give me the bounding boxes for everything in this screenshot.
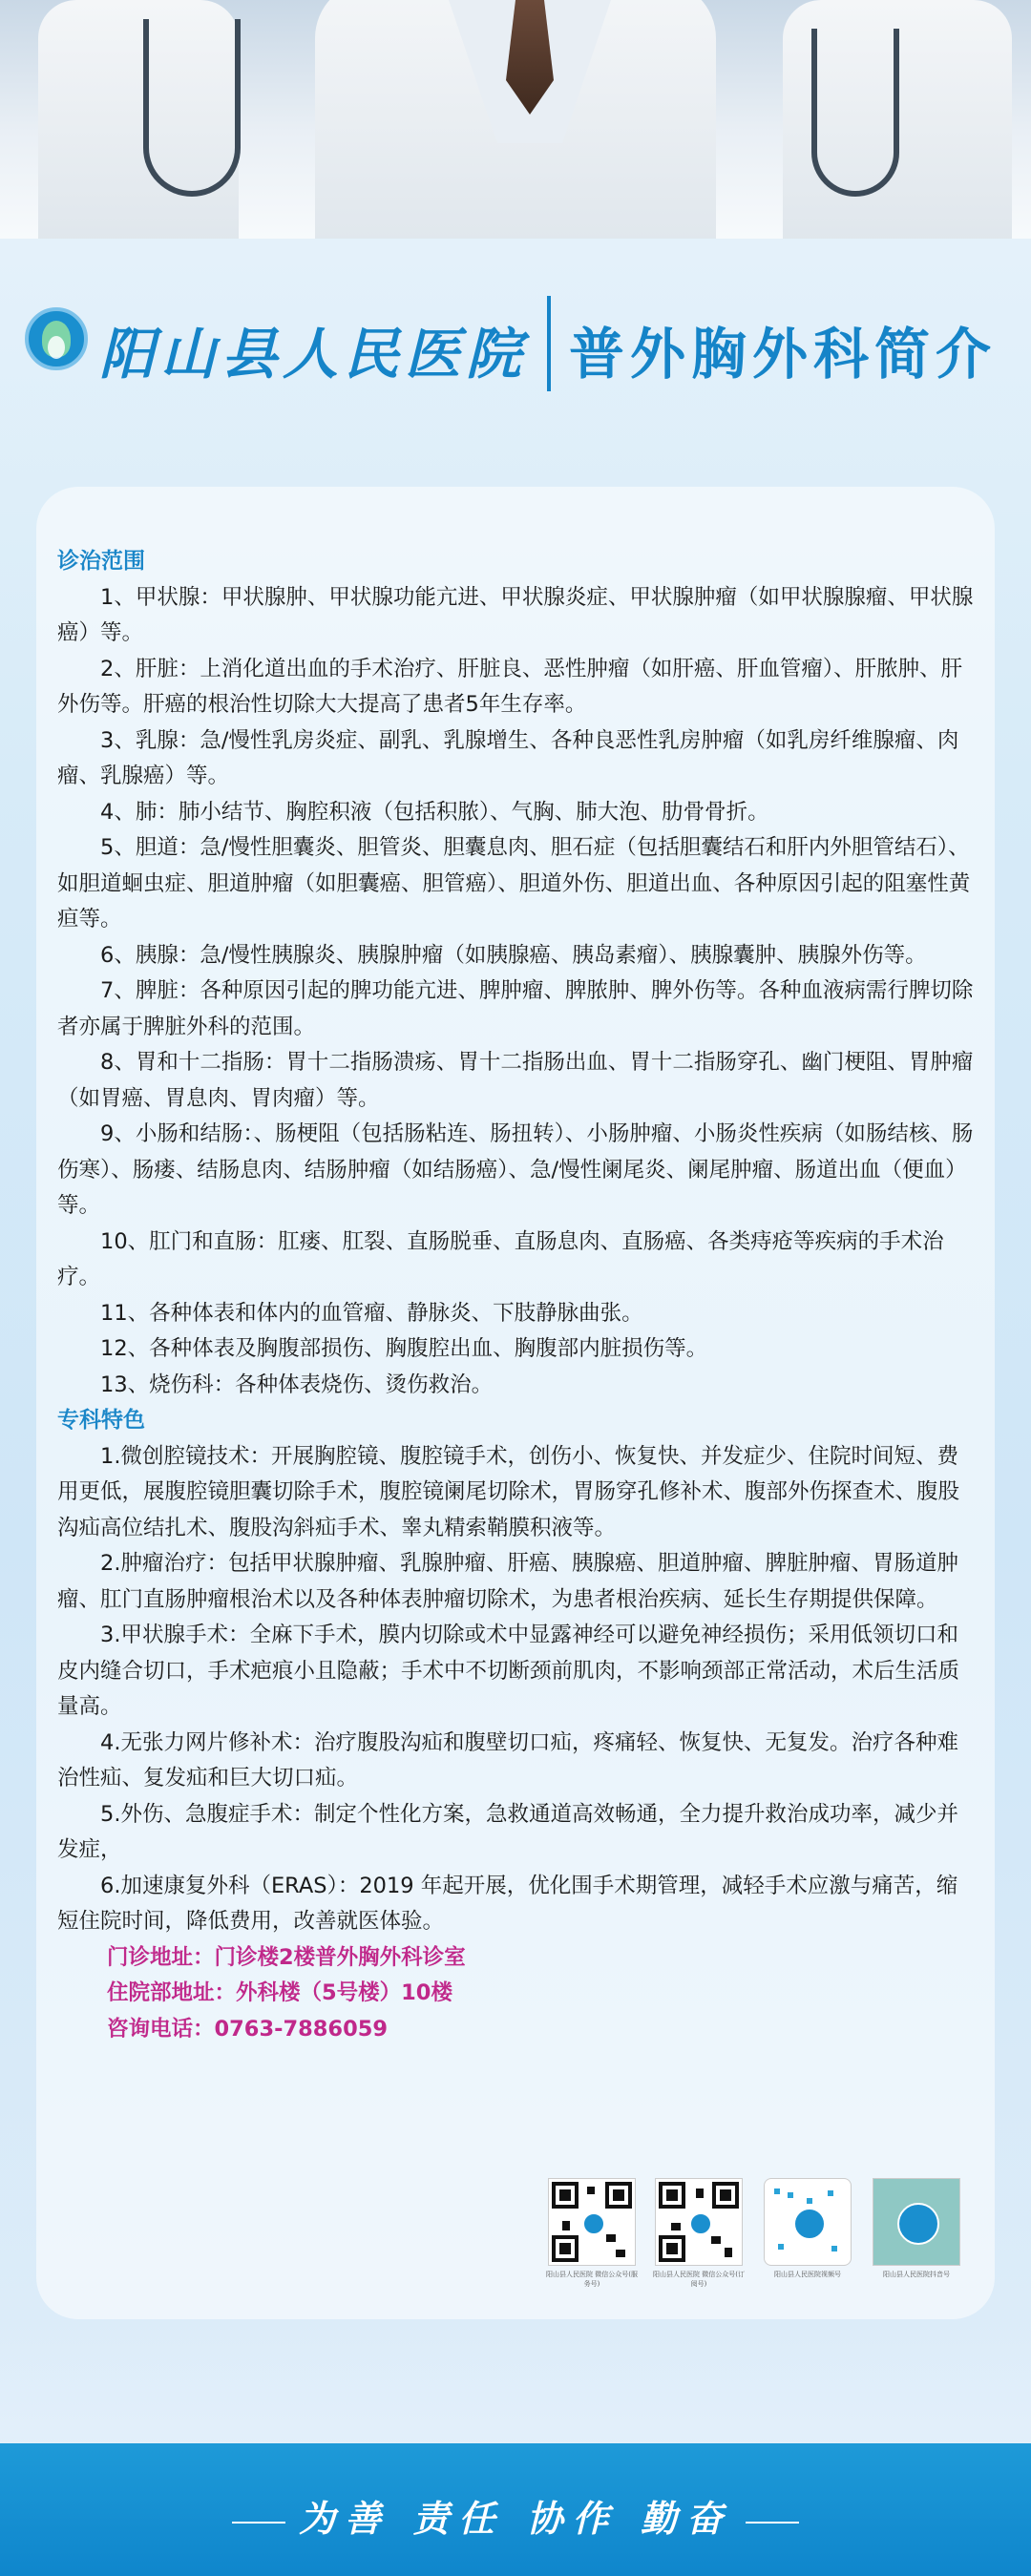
stethoscope-icon [811,29,899,197]
feature-item: 1.微创腔镜技术：开展胸腔镜、腹腔镜手术，创伤小、恢复快、并发症少、住院时间短、费用更低，展腹腔镜胆囊切除手术，腹腔镜阑尾切除术，胃肠穿孔修补术、腹部外伤探查术、腹股沟疝高位结扎术、腹股沟斜疝手术、睾丸精索鞘膜积液等。 [57,1443,960,1540]
qr-code-video[interactable] [762,2178,853,2279]
stethoscope-icon [143,19,241,197]
qr-caption: 阳山县人民医院视频号 [774,2271,841,2278]
feature-section-title: 专科特色 [57,1408,145,1433]
diagnosis-item: 4、肺：肺小结节、胸腔积液（包括积脓）、气胸、肺大泡、肋骨骨折。 [100,799,769,825]
diagnosis-item: 2、肝脏：上消化道出血的手术治疗、肝脏良、恶性肿瘤（如肝癌、肝血管瘤）、肝脓肿、肝外伤等。肝癌的根治性切除大大提高了患者5年生存率。 [57,656,963,717]
qr-code-icon [548,2178,636,2266]
qr-caption: 阳山县人民医院抖音号 [883,2271,950,2278]
qr-code-row [546,2178,985,2302]
diagnosis-item: 7、脾脏：各种原因引起的脾功能亢进、脾肿瘤、脾脓肿、脾外伤等。各种血液病需行脾切除者亦属于脾脏外科的范围。 [57,978,974,1039]
qr-caption: 阳山县人民医院 微信公众号(订阅号) [653,2271,745,2288]
content-body [57,544,974,2047]
slogan [0,2489,1031,2542]
department-title: 普外胸外科简介 [569,322,998,387]
slogan-text: 为善 责任 协作 勤奋 [299,2497,732,2540]
header-photo [0,0,1031,239]
feature-item: 3.甲状腺手术：全麻下手术，膜内切除或术中显露神经可以避免神经损伤；采用低领切口和皮内缝合切口，手术疤痕小且隐蔽；手术中不切断颈前肌肉，不影响颈部正常活动，术后生活质量高。 [57,1623,960,1719]
qr-caption: 阳山县人民医院 微信公众号(服务号) [546,2271,638,2288]
title-divider [547,296,551,391]
feature-item: 6.加速康复外科（ERAS）：2019 年起开展，优化围手术期管理，减轻手术应激与痛苦，缩短住院时间，降低费用，改善就医体验。 [57,1873,958,1934]
diagnosis-section-title: 诊治范围 [57,549,145,574]
diagnosis-item: 13、烧伤科：各种体表烧伤、烫伤救治。 [100,1372,494,1397]
qr-code-douyin[interactable] [871,2178,962,2279]
feature-item: 4.无张力网片修补术：治疗腹股沟疝和腹壁切口疝，疼痛轻、恢复快、无复发。治疗各种难治性疝、复发疝和巨大切口疝。 [57,1729,958,1791]
diagnosis-item: 11、各种体表和体内的血管瘤、静脉炎、下肢静脉曲张。 [100,1300,643,1326]
slogan-dash-right [746,2522,799,2524]
phone-number: 咨询电话：0763-7886059 [107,2016,389,2042]
title-bar [0,286,1031,401]
diagnosis-item: 6、胰腺：急/慢性胰腺炎、胰腺肿瘤（如胰腺癌、胰岛素瘤）、胰腺囊肿、胰腺外伤等。 [100,942,927,968]
qr-code-icon [764,2178,852,2266]
diagnosis-item: 10、肛门和直肠：肛瘘、肛裂、直肠脱垂、直肠息肉、直肠癌、各类痔疮等疾病的手术治疗。 [57,1228,944,1289]
outpatient-address: 门诊地址：门诊楼2楼普外胸外科诊室 [107,1944,466,1970]
diagnosis-item: 5、胆道：急/慢性胆囊炎、胆管炎、胆囊息肉、胆石症（包括胆囊结石和肝内外胆管结石）、如胆道蛔虫症、胆道肿瘤（如胆囊癌、胆管癌）、胆道外伤、胆道出血、各种原因引起的阻塞性黄疸等。 [57,835,971,932]
inpatient-address: 住院部地址：外科楼（5号楼）10楼 [107,1980,452,2005]
diagnosis-item: 8、胃和十二指肠：胃十二指肠溃疡、胃十二指肠出血、胃十二指肠穿孔、幽门梗阻、胃肿瘤（如胃癌、胃息肉、胃肉瘤）等。 [57,1050,974,1111]
hospital-name: 阳山县人民医院 [99,322,528,387]
hospital-logo-icon [25,307,88,370]
feature-item: 2.肿瘤治疗：包括甲状腺肿瘤、乳腺肿瘤、肝癌、胰腺癌、胆道肿瘤、脾脏肿瘤、胃肠道肿瘤、肛门直肠肿瘤根治术以及各种体表肿瘤切除术，为患者根治疾病、延长生存期提供保障。 [57,1551,958,1612]
qr-code-subscription[interactable] [653,2178,745,2289]
diagnosis-item: 3、乳腺：急/慢性乳房炎症、副乳、乳腺增生、各种良恶性乳房肿瘤（如乳房纤维腺瘤、肉瘤、乳腺癌）等。 [57,727,959,788]
slogan-dash-left [232,2522,285,2524]
diagnosis-item: 12、各种体表及胸腹部损伤、胸腹腔出血、胸腹部内脏损伤等。 [100,1336,708,1361]
diagnosis-item: 9、小肠和结肠：、肠梗阻（包括肠粘连、肠扭转）、小肠肿瘤、小肠炎性疾病（如肠结核、肠伤寒）、肠瘘、结肠息肉、结肠肿瘤（如结肠癌）、急/慢性阑尾炎、阑尾肿瘤、肠道出血（便血）等。 [57,1121,974,1218]
qr-code-icon [873,2178,960,2266]
qr-code-service[interactable] [546,2178,638,2289]
footer-banner [0,2443,1031,2576]
qr-code-icon [655,2178,743,2266]
diagnosis-item: 1、甲状腺：甲状腺肿、甲状腺功能亢进、甲状腺炎症、甲状腺肿瘤（如甲状腺腺瘤、甲状腺癌）等。 [57,584,974,645]
feature-item: 5.外伤、急腹症手术：制定个性化方案，急救通道高效畅通，全力提升救治成功率，减少并发症， [57,1801,958,1862]
